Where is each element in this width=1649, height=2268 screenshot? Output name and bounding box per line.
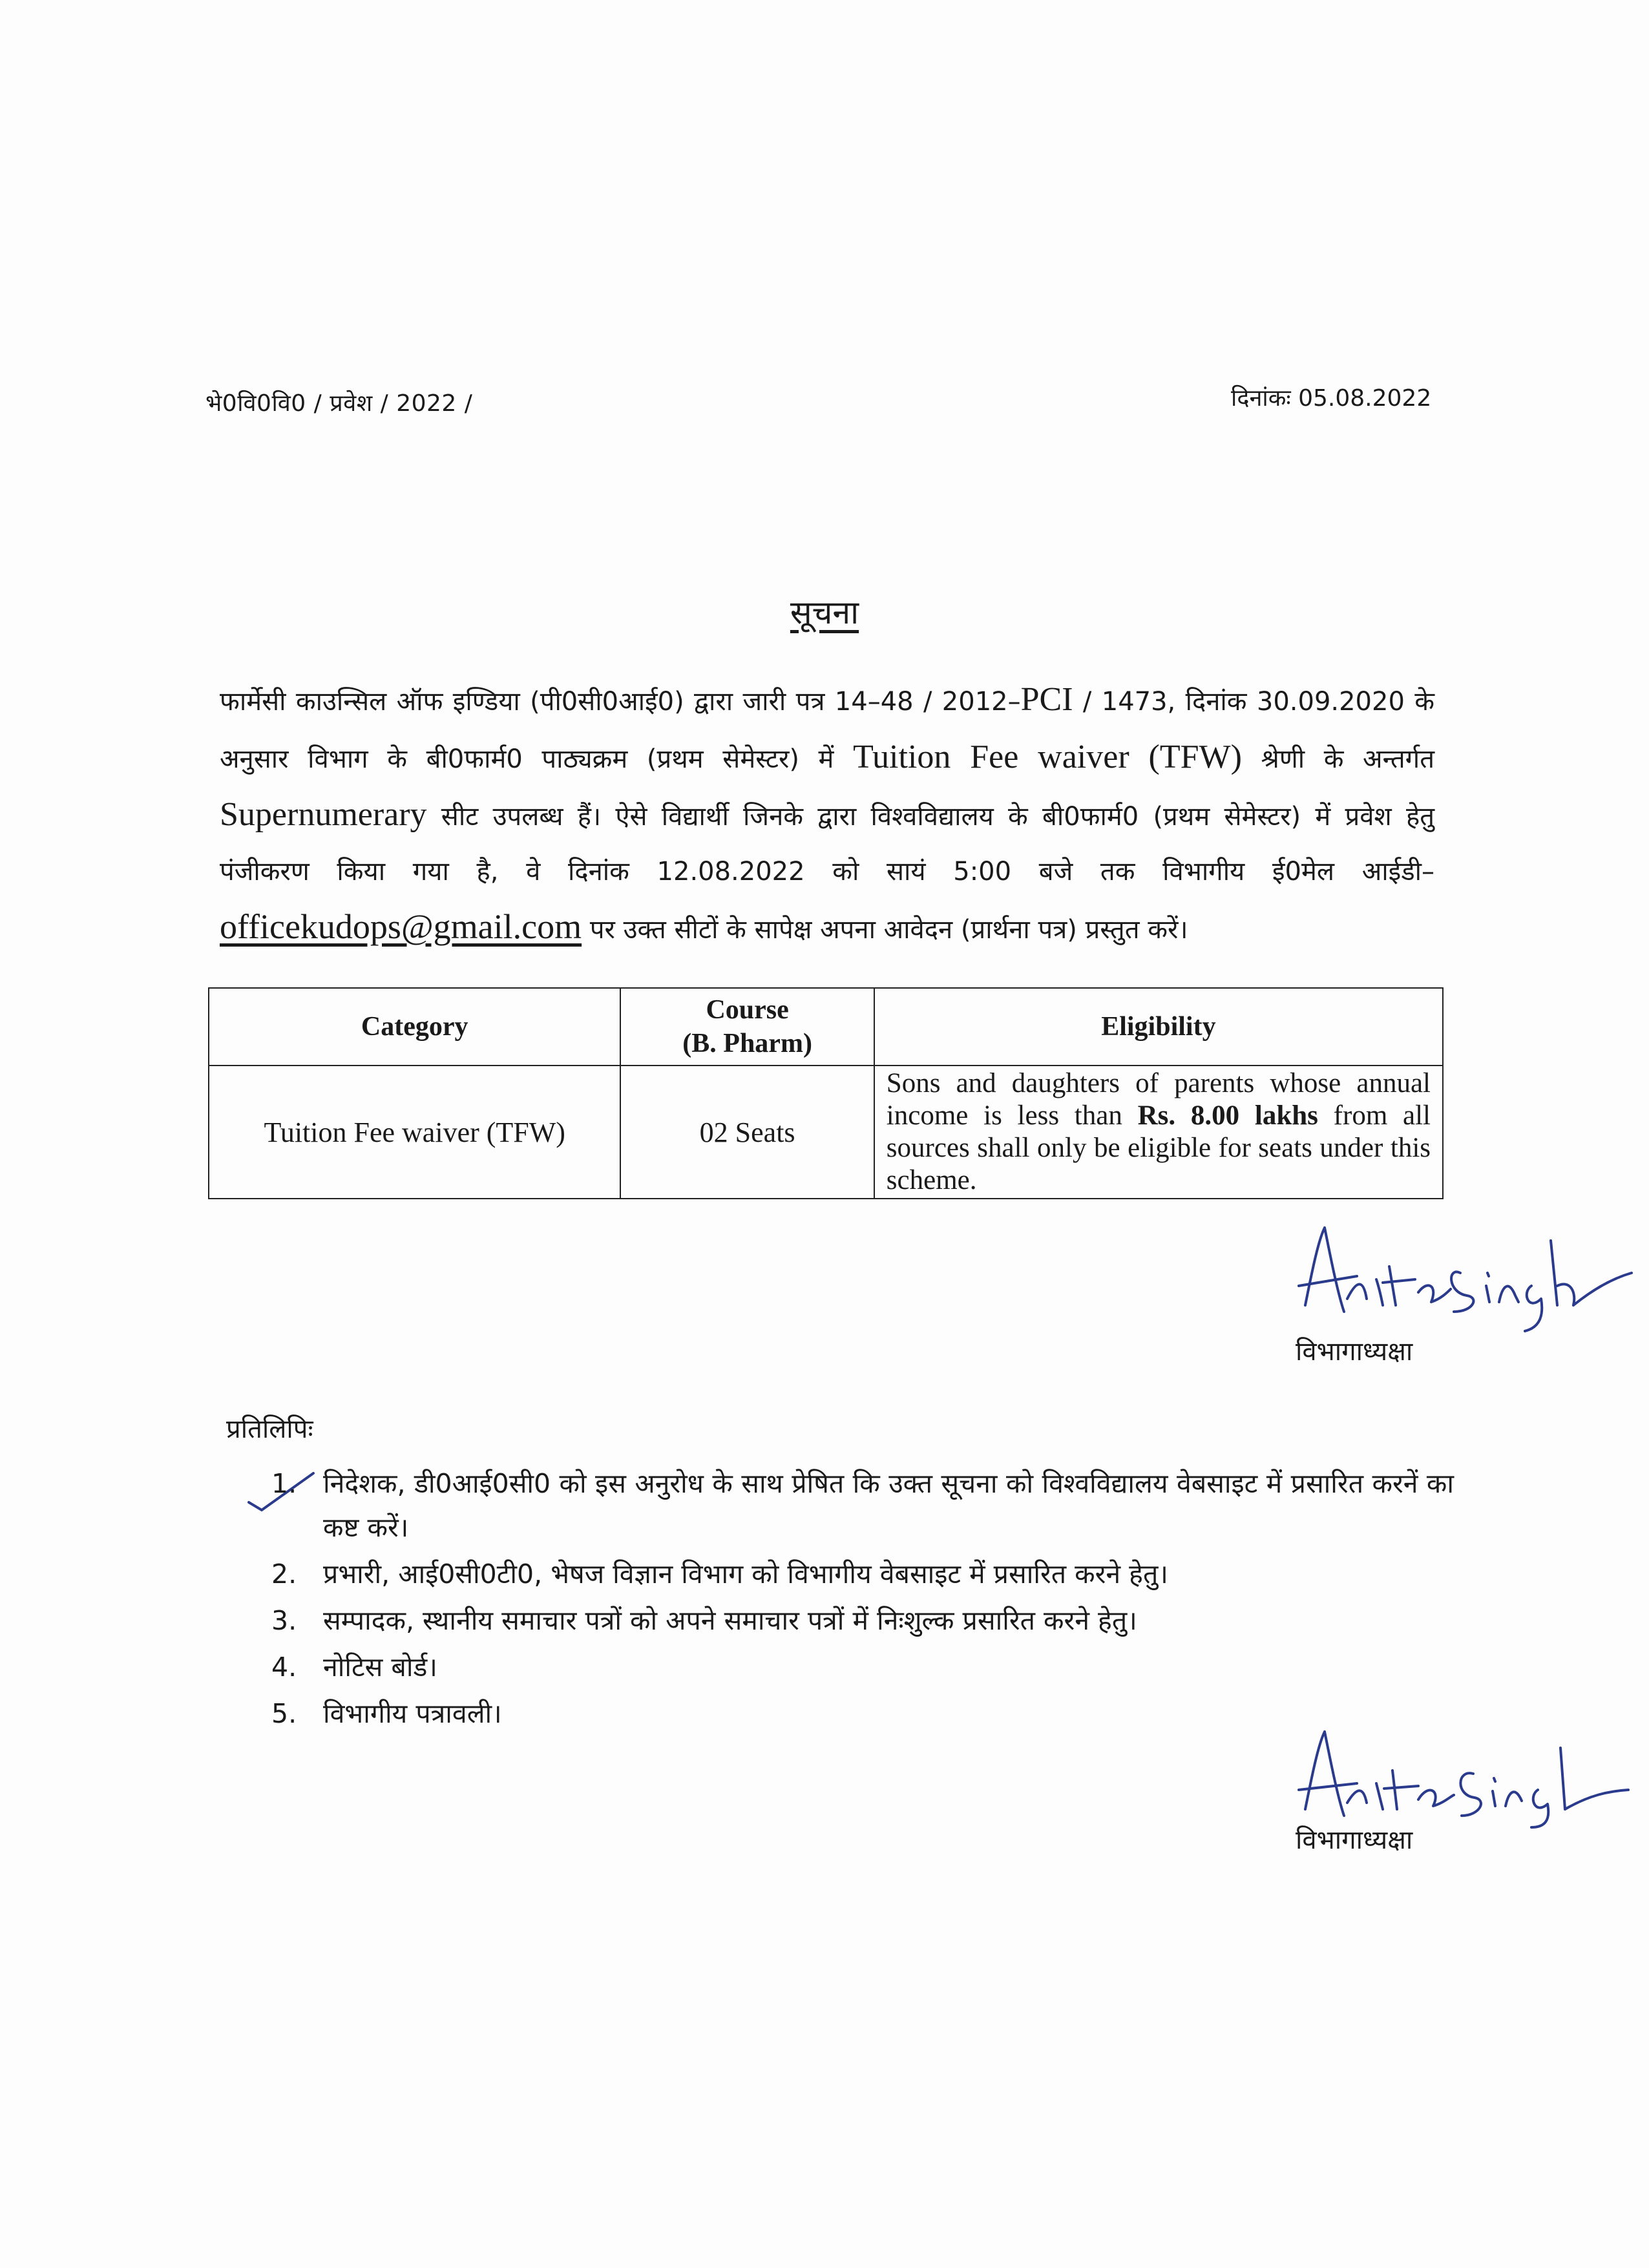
- eligibility-income-limit: Rs. 8.00 lakhs: [1137, 1100, 1318, 1131]
- email-link[interactable]: officekudops@gmail.com: [220, 907, 582, 946]
- header-category: Category: [209, 988, 620, 1066]
- list-item: [271, 1462, 1454, 1549]
- designation-2: विभागाध्यक्षा: [1296, 1825, 1413, 1855]
- list-item: [271, 1692, 1454, 1736]
- body-text-3: सीट उपलब्ध हैं। ऐसे विद्यार्थी जिनके द्वारा विश्वविद्यालय के बी0फार्म0 (प्रथम सेमेस्टर) में प्रवेश हेतु पंजीकरण किया गया है, वे दिनांक 12.08.2022 को सायं 5:00 बजे तक विभागीय ई0मेल आईडी–: [220, 802, 1434, 887]
- list-item-number: 3.: [271, 1605, 297, 1636]
- list-item-text: प्रभारी, आई0सी0टी0, भेषज विज्ञान विभाग को विभागीय वेबसाइट में प्रसारित करने हेतु।: [323, 1559, 1168, 1590]
- body-text-2: श्रेणी के अन्तर्गत: [1241, 744, 1435, 774]
- body-text-1: फार्मेसी काउन्सिल ऑफ इण्डिया (पी0सी0आई0) द्वारा जारी पत्र 14–48 / 2012–: [220, 687, 1021, 717]
- body-pci: PCI: [1020, 681, 1073, 718]
- signature-2-image: [1286, 1719, 1635, 1829]
- designation-1: विभागाध्यक्षा: [1296, 1337, 1413, 1367]
- header-course-line1: Course: [706, 995, 789, 1025]
- notice-title: सूचना: [790, 594, 859, 631]
- table-header-row: [209, 988, 1443, 1066]
- seat-table: [208, 987, 1444, 1199]
- body-supernumerary: Supernumerary: [220, 796, 427, 833]
- signature-1-image: [1286, 1215, 1635, 1338]
- eligibility-text-end: from all sources shall only be eligible for seats under this scheme.: [886, 1100, 1431, 1195]
- body-tfw: Tuition Fee waiver (TFW): [853, 739, 1242, 775]
- reference-number: भे0वि0वि0 / प्रवेश / 2022 /: [205, 390, 473, 417]
- list-item-number: 1.: [271, 1468, 297, 1499]
- notice-date: दिनांकः 05.08.2022: [1231, 385, 1432, 412]
- list-item-number: 2.: [271, 1559, 297, 1590]
- eligibility-text: Sons and daughters of parents whose annual income is less than: [886, 1068, 1431, 1131]
- list-item-number: 4.: [271, 1652, 297, 1683]
- cell-course: 02 Seats: [620, 1066, 874, 1199]
- notice-body: [220, 672, 1434, 958]
- list-item-text: निदेशक, डी0आई0सी0 को इस अनुरोध के साथ प्रेषित कि उक्त सूचना को विश्वविद्यालय वेबसाइट में प्रसारित करनें का कष्ट करें।: [323, 1468, 1454, 1543]
- list-item-number: 5.: [271, 1698, 297, 1729]
- header-course: [620, 988, 874, 1066]
- header-eligibility: Eligibility: [874, 988, 1443, 1066]
- copy-to-label: प्रतिलिपिः: [226, 1414, 313, 1444]
- cell-category: Tuition Fee waiver (TFW): [209, 1066, 620, 1199]
- list-item-text: नोटिस बोर्ड।: [323, 1652, 437, 1683]
- list-item-text: विभागीय पत्रावली।: [323, 1698, 502, 1729]
- list-item-text: सम्पादक, स्थानीय समाचार पत्रों को अपने समाचार पत्रों में निःशुल्क प्रसारित करने हेतु।: [323, 1605, 1137, 1636]
- list-item: [271, 1645, 1454, 1689]
- header-course-line2: (B. Pharm): [682, 1029, 812, 1058]
- table-row: [209, 1066, 1443, 1199]
- copy-to-list: [271, 1462, 1454, 1738]
- cell-eligibility: [874, 1066, 1443, 1199]
- body-text-1b: / 1473, दिनांक 30.09.2020 के अनुसार विभाग के बी0फार्म0 पाठ्यक्रम (प्रथम सेमेस्टर) में: [220, 687, 1434, 774]
- list-item: [271, 1599, 1454, 1643]
- list-item: [271, 1552, 1454, 1596]
- body-text-4: पर उक्त सीटों के सापेक्ष अपना आवेदन (प्रार्थना पत्र) प्रस्तुत करें।: [582, 915, 1188, 945]
